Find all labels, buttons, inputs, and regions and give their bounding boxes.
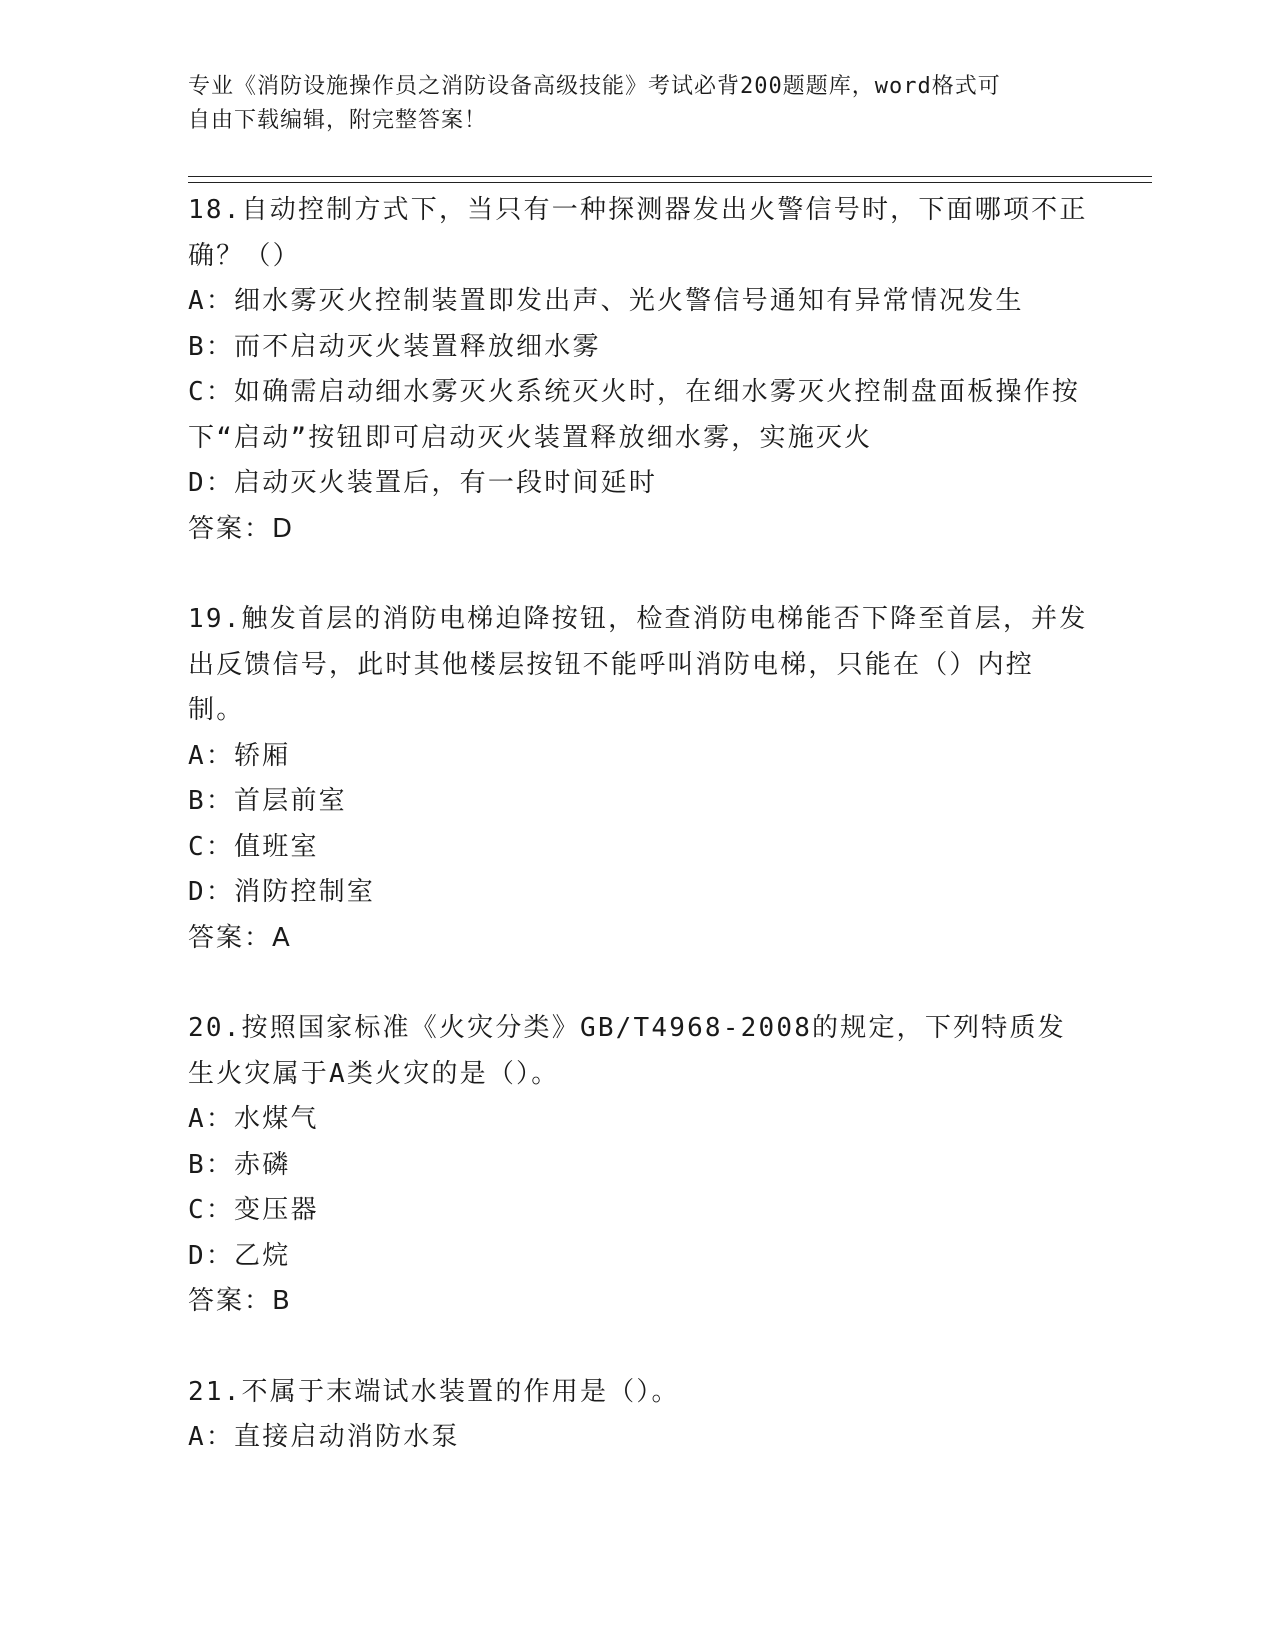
question-stem: 20.按照国家标准《火灾分类》GB/T4968-2008的规定，下列特质发生火灾属于A类火灾的是（）。 [188,1013,1066,1089]
answer: 答案：D [188,513,295,544]
header-line-1: 专业《消防设施操作员之消防设备高级技能》考试必背200题题库，word格式可 [188,74,1001,99]
question-18 [188,188,1088,552]
option-b: B：而不启动灭火装置释放细水雾 [188,331,601,362]
question-20 [188,1006,1088,1325]
option-c: C：值班室 [188,831,319,862]
option-a: A：水煤气 [188,1104,319,1134]
question-gap [188,1325,1088,1370]
question-gap [188,961,1088,1006]
question-list [188,188,1088,1461]
header-divider-top [188,176,1152,177]
option-a: A：直接启动消防水泵 [188,1422,460,1452]
question-21 [188,1370,1088,1461]
header-line-2: 自由下载编辑，附完整答案！ [188,108,488,133]
answer: 答案：B [188,1286,292,1316]
question-stem: 18.自动控制方式下，当只有一种探测器发出火警信号时，下面哪项不正确？（） [188,195,1088,271]
option-c: C：如确需启动细水雾灭火系统灭火时，在细水雾灭火控制盘面板操作按下“启动”按钮即可启动灭火装置释放细水雾，实施灭火 [188,377,1081,453]
question-19 [188,597,1088,961]
option-c: C：变压器 [188,1195,319,1225]
question-stem: 19.触发首层的消防电梯迫降按钮，检查消防电梯能否下降至首层，并发出反馈信号，此时其他楼层按钮不能呼叫消防电梯，只能在（）内控制。 [188,604,1088,725]
option-b: B：首层前室 [188,786,347,816]
question-stem: 21.不属于末端试水装置的作用是（）。 [188,1376,680,1407]
document-header [188,70,1088,138]
question-gap [188,552,1088,597]
option-b: B：赤磷 [188,1149,291,1180]
option-d: D：启动灭火装置后，有一段时间延时 [188,468,658,498]
option-d: D：乙烷 [188,1240,291,1271]
answer: 答案：A [188,922,292,953]
header-divider-bottom [188,182,1152,183]
option-d: D：消防控制室 [188,877,376,907]
option-a: A：细水雾灭火控制装置即发出声、光火警信号通知有异常情况发生 [188,286,1024,316]
option-a: A：轿厢 [188,740,291,771]
